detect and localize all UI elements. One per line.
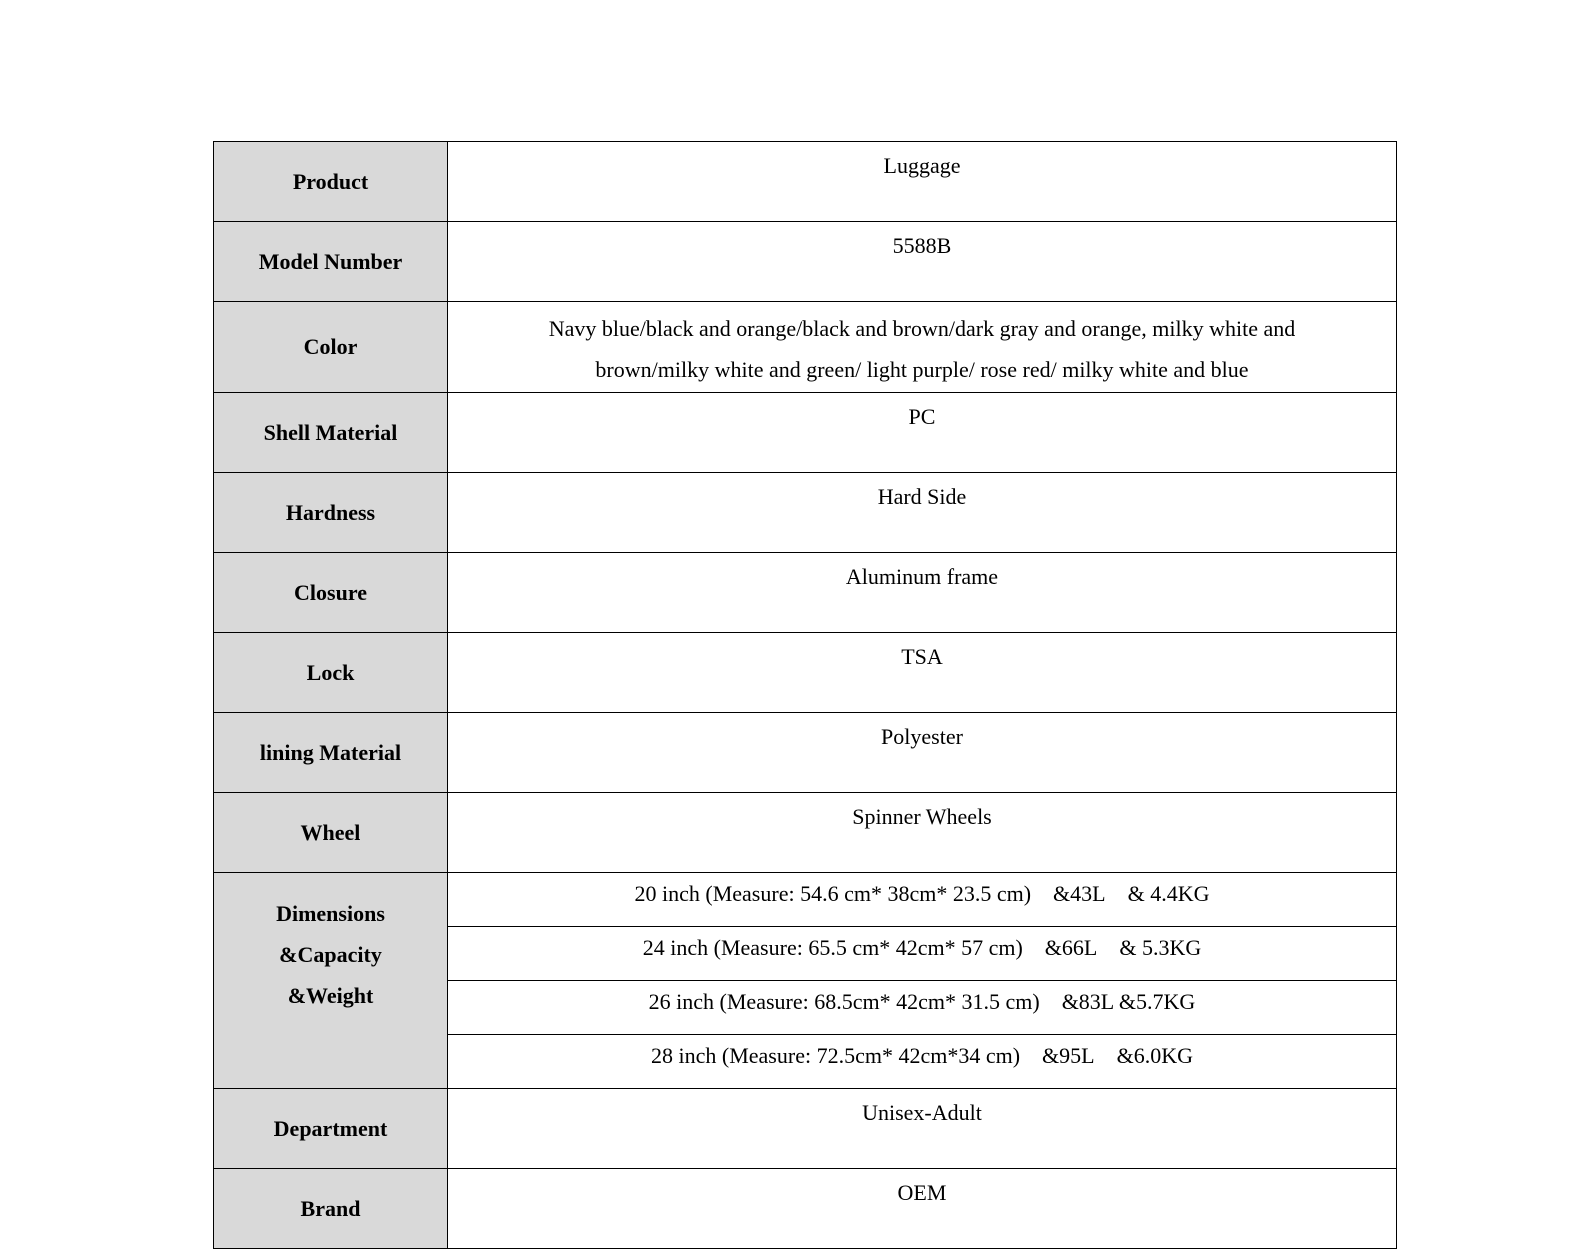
spec-value: Polyester [448,713,1397,793]
spec-row-brand [214,1169,1397,1249]
spec-label: Brand [214,1169,448,1249]
spec-label: Wheel [214,793,448,873]
spec-label: Closure [214,553,448,633]
spec-label: Product [214,142,448,222]
spec-table [213,141,1397,1249]
spec-row-product [214,142,1397,222]
spec-value: 5588B [448,222,1397,302]
dimension-value: 20 inch (Measure: 54.6 cm* 38cm* 23.5 cm) &43L & 4.4KG [448,873,1397,927]
spec-row-department [214,1089,1397,1169]
spec-row-wheel [214,793,1397,873]
color-line-2: brown/milky white and green/ light purple/ rose red/ milky white and blue [595,357,1249,382]
dim-label-line: &Weight [287,983,374,1008]
dimension-value: 24 inch (Measure: 65.5 cm* 42cm* 57 cm) &66L & 5.3KG [448,927,1397,981]
spec-value: TSA [448,633,1397,713]
dimension-value: 28 inch (Measure: 72.5cm* 42cm*34 cm) &95L &6.0KG [448,1035,1397,1089]
spec-row-shell-material [214,393,1397,473]
spec-row-model-number [214,222,1397,302]
spec-row-hardness [214,473,1397,553]
dim-label-line: Dimensions [276,901,385,926]
spec-value: Hard Side [448,473,1397,553]
spec-label: Model Number [214,222,448,302]
spec-label-dimensions [214,873,448,1089]
spec-value: Unisex-Adult [448,1089,1397,1169]
spec-value [448,302,1397,393]
spec-label: Department [214,1089,448,1169]
spec-row-color [214,302,1397,393]
dim-label-line: &Capacity [279,942,382,967]
spec-row-lining-material [214,713,1397,793]
spec-value: Aluminum frame [448,553,1397,633]
spec-value: Spinner Wheels [448,793,1397,873]
spec-label: Hardness [214,473,448,553]
spec-value: PC [448,393,1397,473]
spec-row-closure [214,553,1397,633]
spec-row-dimensions [214,873,1397,927]
color-line-1: Navy blue/black and orange/black and brown/dark gray and orange, milky white and [548,316,1296,341]
spec-label: lining Material [214,713,448,793]
spec-label: Shell Material [214,393,448,473]
spec-value: Luggage [448,142,1397,222]
spec-value: OEM [448,1169,1397,1249]
dimension-value: 26 inch (Measure: 68.5cm* 42cm* 31.5 cm) &83L &5.7KG [448,981,1397,1035]
spec-label: Color [214,302,448,393]
spec-label: Lock [214,633,448,713]
spec-row-lock [214,633,1397,713]
